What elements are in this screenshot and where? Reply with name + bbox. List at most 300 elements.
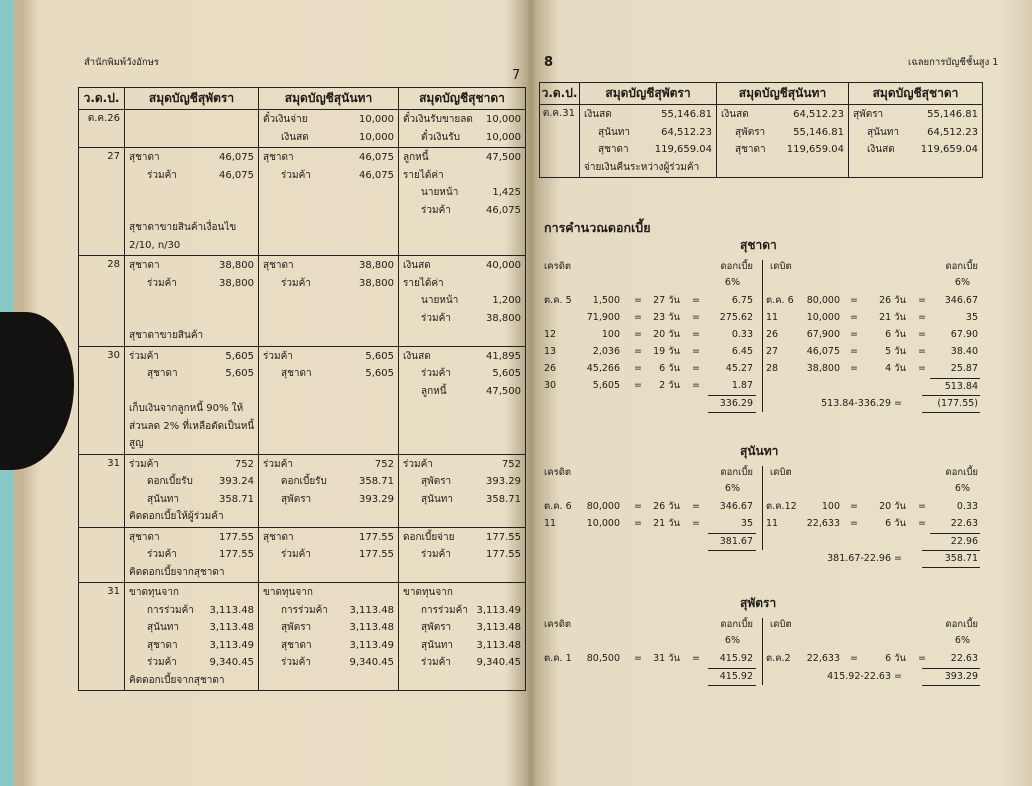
credit-cell: = <box>692 363 700 374</box>
section-name: สุนันทา <box>740 444 779 458</box>
credit-cell: = <box>634 501 642 512</box>
account-name: ร่วมค้า <box>281 657 311 668</box>
account-name: การร่วมค้า <box>281 604 328 616</box>
account-name: สุชาดา <box>129 531 160 543</box>
credit-cell: 1.87 <box>731 380 753 391</box>
entry-line <box>125 435 258 453</box>
account-name: ร่วมค้า <box>147 169 177 181</box>
amount: 64,512.23 <box>661 126 712 138</box>
account-name: สุพัตรา <box>281 622 312 633</box>
entry-line <box>125 529 258 547</box>
amount: 3,113.48 <box>476 639 521 651</box>
debit-cell: = <box>918 653 926 664</box>
account-name: สุนันทา <box>598 126 630 138</box>
debit-cell: = <box>850 312 858 323</box>
debit-cell: 0.33 <box>956 501 978 512</box>
debit-cell: 6 วัน <box>885 518 906 529</box>
debit-cell: ต.ค. 6 <box>766 295 794 306</box>
account-name: สุพัตรา <box>421 476 452 487</box>
credit-cell: 26 วัน <box>653 501 680 512</box>
account-name: สุชาดาขายสินค้าเงื่อนไข <box>129 222 237 233</box>
amount: 5,605 <box>365 350 394 362</box>
section-name: สุชาดา <box>740 238 777 252</box>
sunantha-entries <box>259 454 399 527</box>
debit-cell: ต.ค.12 <box>766 501 797 512</box>
debit-label: เดบิต <box>770 619 792 630</box>
credit-total-rule <box>708 550 756 551</box>
debit-cell: 25.87 <box>950 363 978 374</box>
account-name: รายได้ค่า <box>403 277 444 289</box>
amount: 177.55 <box>219 531 254 543</box>
amount: 55,146.81 <box>927 109 978 120</box>
credit-cell: = <box>692 295 700 306</box>
suchada-entries <box>399 256 526 347</box>
journal-row <box>79 583 526 691</box>
credit-cell: ต.ค. 1 <box>544 653 572 664</box>
credit-cell: 80,000 <box>586 501 620 512</box>
entry-line <box>399 111 525 129</box>
entry-line <box>580 141 716 159</box>
journal-row <box>79 527 526 583</box>
entry-line <box>399 473 525 491</box>
entry-line <box>125 149 258 167</box>
rate-label: 6% <box>724 277 740 288</box>
journal-row <box>79 148 526 256</box>
entry-line <box>125 167 258 185</box>
sunantha-entries <box>259 527 399 583</box>
account-name: ร่วมค้า <box>281 169 311 181</box>
suchada-entries <box>399 583 526 691</box>
debit-cell: 22.63 <box>950 653 978 664</box>
amount: 38,800 <box>219 277 254 289</box>
credit-total-rule <box>708 412 756 413</box>
debit-cell: = <box>918 346 926 357</box>
account-name: ลูกหนี้ <box>421 385 447 397</box>
date-cell <box>79 583 125 691</box>
net-rule <box>922 567 980 568</box>
account-name: สูญ <box>129 438 144 449</box>
account-name: สุชาดา <box>281 639 312 651</box>
credit-cell: 2,036 <box>592 346 620 357</box>
col-date: ว.ด.ป. <box>540 83 580 105</box>
left-page-number: 7 <box>512 68 521 83</box>
account-name: ร่วมค้า <box>421 657 451 668</box>
suchada-entries <box>399 148 526 256</box>
amount: 177.55 <box>359 531 394 543</box>
entry-line <box>399 654 525 672</box>
account-name: สุชาดา <box>129 260 160 271</box>
col-suphattra: สมุดบัญชีสุพัตรา <box>580 83 717 105</box>
credit-cell: = <box>692 312 700 323</box>
entry-line <box>399 292 525 310</box>
amount: 177.55 <box>219 549 254 560</box>
entry-line <box>125 584 258 602</box>
debit-total: 22.96 <box>950 536 978 547</box>
rate-label: 6% <box>954 635 970 646</box>
debit-cell: 22,633 <box>806 653 840 664</box>
date-cell <box>79 110 125 148</box>
date-cell <box>79 346 125 454</box>
amount: 64,512.23 <box>927 126 978 138</box>
entry-line <box>399 491 525 509</box>
amount: 119,659.04 <box>654 144 712 155</box>
debit-cell: 26 วัน <box>879 295 906 306</box>
credit-cell: = <box>634 295 642 306</box>
account-name: สุนันทา <box>421 639 453 651</box>
suphattra-entries <box>125 527 259 583</box>
entry-line <box>399 584 525 602</box>
entry-line <box>399 149 525 167</box>
entry-line <box>399 202 525 220</box>
amount: 10,000 <box>486 131 521 143</box>
credit-cell: 35 <box>740 518 753 529</box>
net-rule <box>922 685 980 686</box>
entry-line <box>399 383 525 401</box>
debit-cell: 11 <box>766 518 779 529</box>
journal-row <box>79 110 526 148</box>
debit-cell: 28 <box>766 363 779 374</box>
left-table-header <box>79 88 526 110</box>
amount: 38,800 <box>486 312 521 324</box>
debit-cell: 100 <box>821 501 840 512</box>
debit-cell: 11 <box>766 312 779 323</box>
entry-line <box>399 456 525 474</box>
account-name: เงินสด <box>403 260 431 271</box>
entry-line <box>125 219 258 237</box>
entry-line <box>259 619 398 637</box>
account-name: ตั๋วเงินจ่าย <box>263 114 308 125</box>
amount: 3,113.49 <box>209 639 254 651</box>
entry-line <box>399 310 525 328</box>
amount: 3,113.48 <box>476 622 521 633</box>
entry-line <box>259 602 398 620</box>
amount: 3,113.48 <box>349 604 394 616</box>
account-name: คิดดอกเบี้ยจากสุชาดา <box>129 566 225 578</box>
account-name: ร่วมค้า <box>147 549 177 560</box>
credit-cell: 275.62 <box>719 312 753 323</box>
account-name: เงินสด <box>281 131 309 143</box>
date-cell <box>79 148 125 256</box>
date-text <box>79 528 120 546</box>
date-text: 30 <box>107 349 120 361</box>
suphattra-entries <box>125 256 259 347</box>
credit-cell: 45.27 <box>725 363 753 374</box>
entry-line <box>259 637 398 655</box>
debit-cell: 67.90 <box>950 329 978 340</box>
interest-label: ดอกเบี้ย <box>945 467 978 478</box>
section-name: สุพัตรา <box>740 596 777 610</box>
credit-label: เครดิต <box>544 619 572 630</box>
account-name: สุชาดา <box>598 144 629 155</box>
suphattra-entries <box>125 454 259 527</box>
account-name: ร่วมค้า <box>421 312 451 324</box>
credit-cell: 100 <box>601 329 620 340</box>
amount: 3,113.49 <box>476 604 521 616</box>
credit-total-rule <box>708 685 756 686</box>
entry-line <box>125 672 258 690</box>
amount: 5,605 <box>365 368 394 379</box>
account-name: สุนันทา <box>147 622 179 633</box>
left-journal-table <box>78 87 526 691</box>
date-text: 27 <box>107 151 120 162</box>
amount: 3,113.49 <box>349 639 394 651</box>
entry-line <box>125 348 258 366</box>
credit-cell: = <box>634 312 642 323</box>
debit-cell: 27 <box>766 346 779 357</box>
account-name: สุชาดา <box>263 531 294 543</box>
date-cell <box>79 454 125 527</box>
debit-cell: = <box>850 346 858 357</box>
journal-row <box>540 105 983 178</box>
debit-label: เดบิต <box>770 467 792 478</box>
debit-cell: = <box>918 363 926 374</box>
entry-line <box>125 619 258 637</box>
debit-cell: 38.40 <box>950 346 978 357</box>
account-name: ร่วมค้า <box>263 458 293 470</box>
net-value: (177.55) <box>937 398 978 409</box>
entry-line <box>399 257 525 275</box>
account-name: ร่วมค้า <box>421 549 451 560</box>
interest-label: ดอกเบี้ย <box>945 261 978 272</box>
entry-line <box>125 508 258 526</box>
entry-line <box>259 546 398 564</box>
entry-line <box>259 473 398 491</box>
debit-cell: = <box>850 518 858 529</box>
credit-cell: ต.ค. 5 <box>544 295 572 306</box>
credit-cell: = <box>634 363 642 374</box>
amount: 38,800 <box>359 260 394 271</box>
amount: 393.24 <box>219 476 254 487</box>
account-name: สุพัตรา <box>853 109 884 120</box>
credit-cell: 31 วัน <box>653 653 680 664</box>
account-name: นายหน้า <box>421 187 459 198</box>
credit-cell: = <box>634 329 642 340</box>
amount: 5,605 <box>225 350 254 362</box>
entry-line <box>849 141 982 159</box>
account-name: ดอกเบี้ยรับ <box>281 476 327 487</box>
account-name: ส่วนลด 2% ที่เหลือตัดเป็นหนี้ <box>129 420 255 432</box>
amount: 3,113.48 <box>349 622 394 633</box>
credit-cell: 26 <box>544 363 557 374</box>
entry-line <box>259 275 398 293</box>
entry-line <box>259 491 398 509</box>
account-name: ดอกเบี้ยรับ <box>147 476 193 487</box>
entry-line <box>399 529 525 547</box>
entry-line <box>125 418 258 436</box>
entry-line <box>125 237 258 255</box>
entry-line <box>259 149 398 167</box>
credit-label: เครดิต <box>544 261 572 272</box>
amount: 177.55 <box>486 549 521 560</box>
ledger-divider <box>762 618 763 685</box>
entry-line <box>259 584 398 602</box>
col-suphattra: สมุดบัญชีสุพัตรา <box>125 88 259 110</box>
credit-label: เครดิต <box>544 467 572 478</box>
credit-cell: = <box>692 380 700 391</box>
amount: 55,146.81 <box>793 126 844 138</box>
entry-line <box>580 124 716 142</box>
date-text: 31 <box>107 457 120 469</box>
debit-cell: = <box>850 295 858 306</box>
account-name: สุชาดา <box>263 260 294 271</box>
credit-total: 381.67 <box>719 536 753 547</box>
amount: 9,340.45 <box>349 657 394 668</box>
account-name: การร่วมค้า <box>421 604 468 616</box>
credit-cell: = <box>692 329 700 340</box>
entry-line <box>399 619 525 637</box>
credit-cell: = <box>692 653 700 664</box>
suchada-entries <box>399 454 526 527</box>
journal-row <box>79 454 526 527</box>
account-name: ลูกหนี้ <box>403 152 429 163</box>
net-expression: 415.92-22.63 = <box>827 671 902 682</box>
entry-line <box>259 365 398 383</box>
credit-cell: 6 วัน <box>659 363 680 374</box>
suchada-entries <box>399 527 526 583</box>
amount: 10,000 <box>359 114 394 125</box>
account-name: สุชาดา <box>735 144 766 155</box>
credit-cell: = <box>692 501 700 512</box>
date-text: 31 <box>107 586 120 597</box>
interest-label: ดอกเบี้ย <box>720 467 753 478</box>
credit-cell: 45,266 <box>586 363 620 374</box>
right-page-header: เฉลยการบัญชีชั้นสูง 1 <box>908 57 999 68</box>
interest-label: ดอกเบี้ย <box>720 261 753 272</box>
account-name: ร่วมค้า <box>281 277 311 289</box>
debit-cell: = <box>918 501 926 512</box>
rate-label: 6% <box>724 483 740 494</box>
entry-line <box>259 456 398 474</box>
net-rule <box>922 550 980 551</box>
date-text: ต.ค.26 <box>87 113 120 124</box>
credit-total: 415.92 <box>719 671 753 682</box>
suphattra-entries <box>125 110 259 148</box>
date-text: 28 <box>107 259 120 270</box>
entry-line <box>259 348 398 366</box>
debit-cell: 20 วัน <box>879 501 906 512</box>
amount: 40,000 <box>486 260 521 271</box>
amount: 9,340.45 <box>476 657 521 668</box>
debit-cell: 6 วัน <box>885 653 906 664</box>
debit-cell: 22,633 <box>806 518 840 529</box>
entry-line <box>125 202 258 220</box>
entry-line <box>259 257 398 275</box>
account-name: รายได้ค่า <box>403 169 444 181</box>
account-name: ตั๋วเงินรับขายลด <box>403 114 473 125</box>
debit-cell: 346.67 <box>944 295 978 306</box>
account-name: เงินสด <box>721 109 749 120</box>
credit-cell: 10,000 <box>586 518 620 529</box>
entry-line <box>125 310 258 328</box>
net-expression: 381.67-22.96 = <box>827 553 902 564</box>
net-rule <box>922 395 980 396</box>
date-cell <box>79 527 125 583</box>
amount: 358.71 <box>486 493 521 505</box>
interest-label: ดอกเบี้ย <box>945 619 978 630</box>
right-page <box>530 0 1032 786</box>
account-name: จ่ายเงินคืนระหว่างผู้ร่วมค้า <box>584 161 700 173</box>
entry-line <box>399 129 525 147</box>
debit-cell: = <box>850 363 858 374</box>
entry-line <box>399 602 525 620</box>
entry-line <box>399 637 525 655</box>
account-name: การร่วมค้า <box>147 604 194 616</box>
entry-line <box>125 327 258 345</box>
debit-cell: = <box>850 501 858 512</box>
suchada-entries <box>849 105 983 178</box>
debit-cell: 67,900 <box>806 329 840 340</box>
amount: 46,075 <box>219 152 254 163</box>
net-value: 358.71 <box>944 553 978 564</box>
credit-cell: 6.45 <box>731 346 753 357</box>
interest-calc-title: การคำนวณดอกเบี้ย <box>544 220 651 235</box>
account-name: 2/10, n/30 <box>129 239 181 251</box>
credit-cell: 80,500 <box>586 653 620 664</box>
amount: 752 <box>501 458 521 470</box>
account-name: สุชาดาขายสินค้า <box>129 330 204 341</box>
account-name: ร่วมค้า <box>129 458 159 470</box>
rate-label: 6% <box>724 635 740 646</box>
debit-cell: 5 วัน <box>885 346 906 357</box>
entry-line <box>399 546 525 564</box>
journal-row <box>79 346 526 454</box>
right-journal-table <box>539 82 983 178</box>
credit-cell: = <box>634 380 642 391</box>
entry-line <box>717 124 848 142</box>
amount: 3,113.48 <box>209 604 254 616</box>
account-name: ร่วมค้า <box>421 204 451 216</box>
amount: 38,800 <box>219 260 254 271</box>
sunantha-entries <box>259 583 399 691</box>
credit-cell: 13 <box>544 346 557 357</box>
suphattra-entries <box>125 148 259 256</box>
date-cell <box>540 105 580 178</box>
account-name: คิดดอกเบี้ยให้ผู้ร่วมค้า <box>129 511 224 522</box>
entry-line <box>399 167 525 185</box>
entry-line <box>125 473 258 491</box>
amount: 177.55 <box>486 531 521 543</box>
amount: 46,075 <box>359 169 394 181</box>
debit-cell: 4 วัน <box>885 363 906 374</box>
amount: 38,800 <box>359 277 394 289</box>
account-name: ขาดทุนจาก <box>263 587 313 598</box>
amount: 1,425 <box>492 187 521 198</box>
credit-cell: 6.75 <box>731 295 753 306</box>
amount: 5,605 <box>492 368 521 379</box>
amount: 1,200 <box>492 295 521 306</box>
debit-cell: ต.ค.2 <box>766 653 791 664</box>
amount: 10,000 <box>486 114 521 125</box>
credit-cell: = <box>634 518 642 529</box>
account-name: สุชาดา <box>129 152 160 163</box>
sunantha-entries <box>259 346 399 454</box>
right-page-number: 8 <box>544 55 554 70</box>
account-name: สุนันทา <box>867 126 899 138</box>
account-name: สุชาดา <box>147 639 178 651</box>
account-name: คิดดอกเบี้ยจากสุชาดา <box>129 674 225 686</box>
amount: 358.71 <box>219 493 254 505</box>
amount: 393.29 <box>486 476 521 487</box>
debit-cell: 35 <box>965 312 978 323</box>
col-suchada: สมุดบัญชีสุชาดา <box>399 88 526 110</box>
entry-line <box>849 124 982 142</box>
credit-cell: 12 <box>544 329 557 340</box>
credit-cell: 0.33 <box>731 329 753 340</box>
suchada-entries <box>399 346 526 454</box>
debit-cell: 46,075 <box>806 346 840 357</box>
credit-cell: 19 วัน <box>653 346 680 357</box>
entry-line <box>125 654 258 672</box>
